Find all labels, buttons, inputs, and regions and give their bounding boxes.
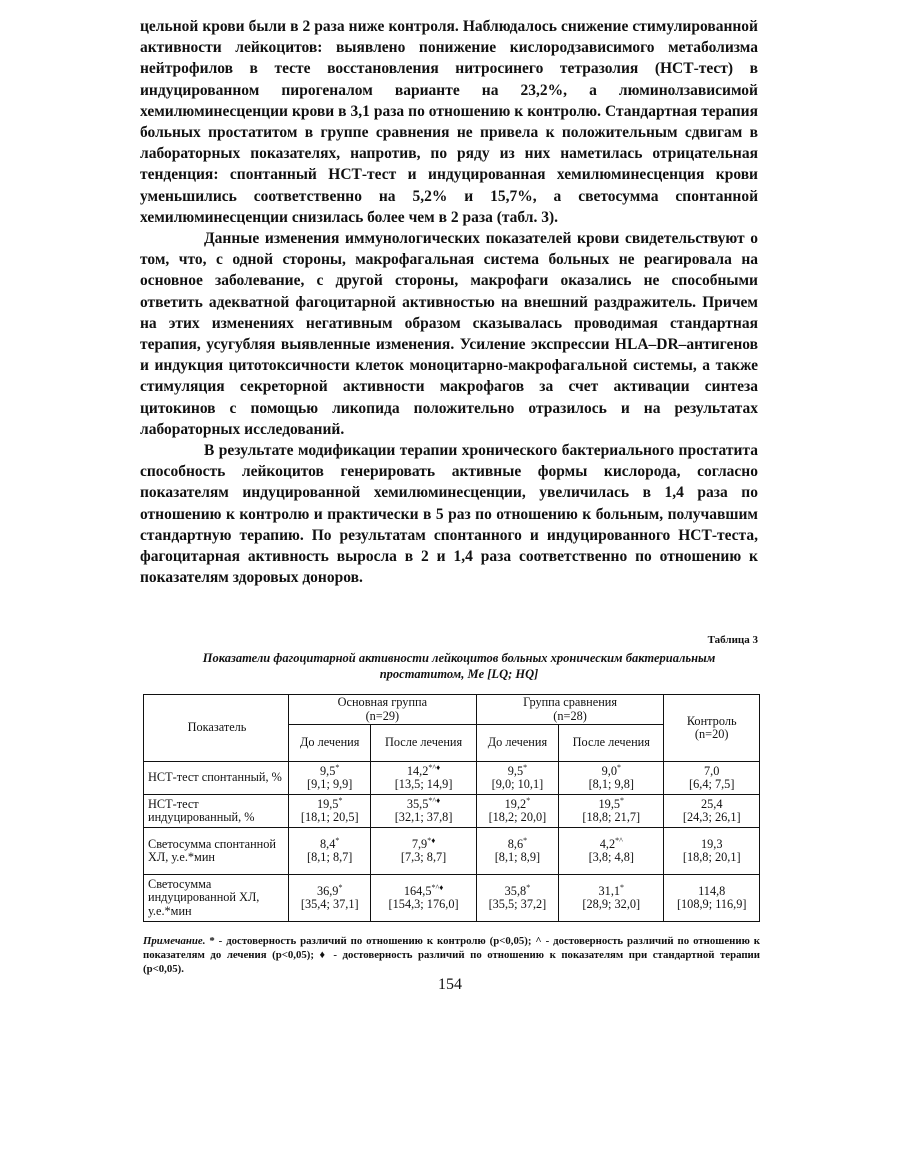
table-row	[144, 762, 760, 795]
header-main-after: После лечения	[371, 725, 476, 762]
row-label: Светосумма спонтанной ХЛ, у.е.*мин	[144, 828, 289, 875]
cell: 9,5* [9,0; 10,1]	[476, 762, 558, 795]
table-caption: Показатели фагоцитарной активности лейкоцитов больных хроническим бактериальным простатитом, Me [LQ; HQ]	[202, 651, 716, 681]
cell: 8,4* [8,1; 8,7]	[289, 828, 371, 875]
cell: 14,2*^♦ [13,5; 14,9]	[371, 762, 476, 795]
header-control: Контроль (n=20)	[664, 695, 760, 762]
note-text: * - достоверность различий по отношению к контролю (p<0,05); ^ - достоверность различий по отношению к показателям до лечения (p<0,05); ♦ - достоверность различий по отношению к показателям при стандартной терапии (p<0,05).	[143, 935, 760, 975]
row-label: НСТ-тест спонтанный, %	[144, 762, 289, 795]
body-text	[140, 16, 758, 588]
table-header-row	[144, 695, 760, 725]
cell: 9,5* [9,1; 9,9]	[289, 762, 371, 795]
header-comp-after: После лечения	[559, 725, 664, 762]
header-indicator: Показатель	[144, 695, 289, 762]
row-label: НСТ-тест индуцированный, %	[144, 795, 289, 828]
header-main-group: Основная группа (n=29)	[289, 695, 477, 725]
cell: 19,5* [18,1; 20,5]	[289, 795, 371, 828]
paragraph-1: цельной крови были в 2 раза ниже контроля. Наблюдалось снижение стимулированной активности лейкоцитов: выявлено понижение кислородзависимого метаболизма нейтрофилов в тесте восстановления нитросинего тетразолия (НСТ-тест) в индуцированном пирогеналом варианте на 23,2%, а люминолзависимой хемилюминесценции крови в 3,1 раза по отношению к контролю. Стандартная терапия больных простатитом в группе сравнения не привела к положительным сдвигам в лабораторных показателях, напротив, по ряду из них наметилась отрицательная тенденция: спонтанный НСТ-тест и индуцированная хемилюминесценция крови уменьшились соответственно на 5,2% и 15,7%, а светосумма спонтанной хемилюминесценции снизилась более чем в 2 раза (табл. 3).	[140, 18, 758, 226]
page-number: 154	[438, 976, 462, 993]
cell: 8,6* [8,1; 8,9]	[476, 828, 558, 875]
cell: 7,9*♦ [7,3; 8,7]	[371, 828, 476, 875]
table-row	[144, 828, 760, 875]
paragraph-2: Данные изменения иммунологических показателей крови свидетельствуют о том, что, с одной стороны, макрофагальная система больных не реагировала на основное заболевание, с другой стороны, макрофаги оказались не способными ответить адекватной фагоцитарной активностью на внешний раздражитель. Причем на этих изменениях негативным образом сказывалась проводимая стандартная терапия, усугубляя выявленные изменения. Усиление экспрессии HLA–DR–антигенов и индукция цитотоксичности клеток моноцитарно-макрофагальной системы, а также стимуляция секреторной активности макрофагов за счет активации синтеза цитокинов с помощью ликопида положительно отразилось и на результатах лабораторных исследований.	[140, 230, 758, 438]
cell: 7,0 [6,4; 7,5]	[664, 762, 760, 795]
cell: 19,3 [18,8; 20,1]	[664, 828, 760, 875]
cell: 35,8* [35,5; 37,2]	[476, 875, 558, 922]
cell: 31,1* [28,9; 32,0]	[559, 875, 664, 922]
cell: 36,9* [35,4; 37,1]	[289, 875, 371, 922]
data-table	[143, 694, 760, 922]
note-label: Примечание.	[143, 935, 206, 947]
table-row	[144, 795, 760, 828]
cell: 164,5*^♦ [154,3; 176,0]	[371, 875, 476, 922]
cell: 19,5* [18,8; 21,7]	[559, 795, 664, 828]
paragraph-3: В результате модификации терапии хронического бактериального простатита способность лейкоцитов генерировать активные формы кислорода, согласно показателям индуцированной хемилюминесценции, увеличилась в 1,4 раза по отношению к контролю и практически в 5 раз по отношению к больным, получавшим стандартную терапию. По результатам спонтанного и индуцированного НСТ-теста, фагоцитарная активность выросла в 2 и 1,4 раза соответственно по отношению к показателям здоровых доноров.	[140, 442, 758, 587]
cell: 25,4 [24,3; 26,1]	[664, 795, 760, 828]
table-number: Таблица 3	[707, 634, 758, 646]
header-main-before: До лечения	[289, 725, 371, 762]
table-note	[143, 934, 760, 976]
table-row	[144, 875, 760, 922]
cell: 35,5*^♦ [32,1; 37,8]	[371, 795, 476, 828]
row-label: Светосумма индуцированной ХЛ, у.е.*мин	[144, 875, 289, 922]
header-comp-before: До лечения	[476, 725, 558, 762]
cell: 9,0* [8,1; 9,8]	[559, 762, 664, 795]
cell: 19,2* [18,2; 20,0]	[476, 795, 558, 828]
cell: 114,8 [108,9; 116,9]	[664, 875, 760, 922]
header-comp-group: Группа сравнения (n=28)	[476, 695, 664, 725]
cell: 4,2*^ [3,8; 4,8]	[559, 828, 664, 875]
